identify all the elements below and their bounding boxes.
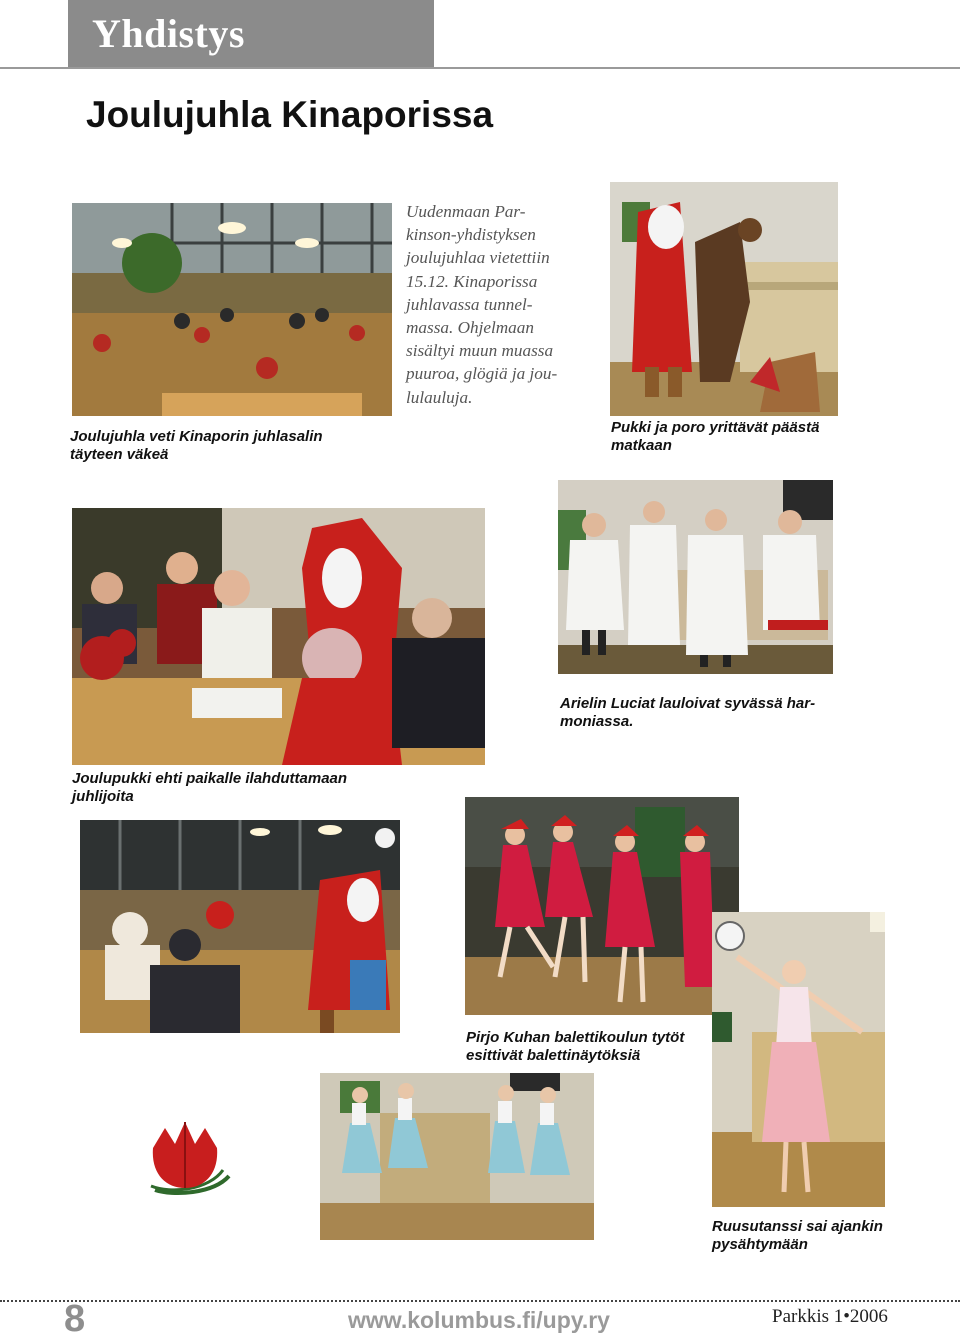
photo-ballet-blue [320, 1073, 594, 1240]
page-number: 8 [64, 1298, 86, 1340]
issue-label: Parkkis 1•2006 [772, 1306, 888, 1327]
caption-hall: Joulujuhla veti Kinaporin juhlasalin täyteen väkeä [70, 428, 323, 463]
photo-santa-guests [72, 508, 485, 765]
photo-party-hall [72, 203, 392, 416]
footer-rule [0, 1300, 960, 1302]
tulip-logo [143, 1118, 233, 1198]
photo-lucias [558, 480, 833, 674]
caption-santa-guests: Joulupukki ehti paikalle ilahduttamaan juhlijoita [72, 770, 348, 805]
header-rule [0, 67, 960, 69]
caption-santa-reindeer: Pukki ja poro yrittävät päästä matkaan [611, 419, 820, 454]
intro-text: Uudenmaan Par- kinson-yhdistyksen joulujuhlaa vietettiin 15.12. Kinaporissa juhlavassa tunnel- massa. Ohjelmaan sisältyi muun muassa puuroa, glögiä ja jou- lulauluja. [406, 202, 558, 407]
caption-lucias: Arielin Luciat lauloivat syvässä har- moniassa. [560, 695, 816, 730]
caption-rose-dance: Ruusutanssi sai ajankin pysähtymään [712, 1218, 883, 1253]
photo-santa-walking [80, 820, 400, 1033]
article-title: Joulujuhla Kinaporissa [86, 94, 494, 135]
footer-url[interactable]: www.kolumbus.fi/upy.ry [348, 1307, 610, 1333]
section-title: Yhdistys [92, 11, 245, 56]
photo-ballet-red [465, 797, 739, 1015]
photo-rose-dance [712, 912, 885, 1207]
caption-ballet: Pirjo Kuhan balettikoulun tytöt esittivät balettinäytöksiä [466, 1029, 685, 1064]
photo-santa-reindeer [610, 182, 838, 416]
